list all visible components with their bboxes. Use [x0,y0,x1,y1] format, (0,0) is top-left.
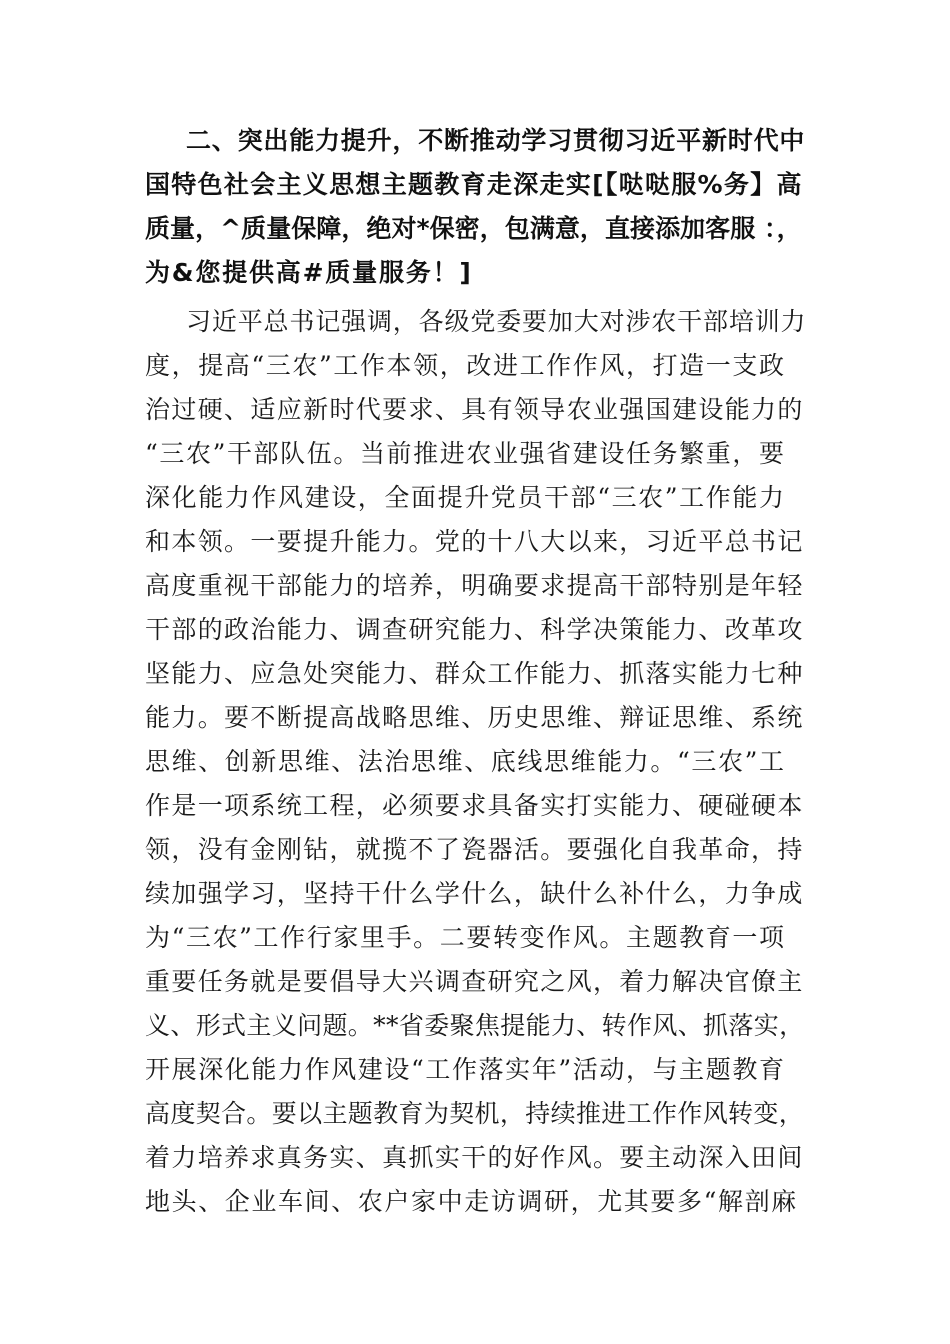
body-line-12: 作是一项系统工程，必须要求具备实打实能力、硬碰硬本 [145,791,804,820]
body-line-1: 习近平总书记强调，各级党委要加大对涉农干部培训力 [186,307,807,336]
body-line-14: 续加强学习，坚持干什么学什么，缺什么补什么，力争成 [145,879,804,908]
body-line-4: “三农”干部队伍。当前推进农业强省建设任务繁重，要 [145,439,786,468]
body-line-19: 高度契合。要以主题教育为契机，持续推进工作作风转变， [145,1099,805,1128]
body-line-15: 为“三农”工作行家里手。二要转变作风。主题教育一项 [145,923,786,952]
section-heading-line-1: 二、突出能力提升，不断推动学习贯彻习近平新时代中 [186,126,806,155]
body-line-6: 和本领。一要提升能力。党的十八大以来，习近平总书记 [145,527,804,556]
body-line-5: 深化能力作风建设，全面提升党员干部“三农”工作能力 [145,483,786,512]
body-line-7: 高度重视干部能力的培养，明确要求提高干部特别是年轻 [145,571,804,600]
section-heading-line-4: 为&您提供高#质量服务！] [145,258,473,287]
body-line-2: 度，提高“三农”工作本领，改进工作作风，打造一支政 [145,351,786,380]
body-line-20: 着力培养求真务实、真抓实干的好作风。要主动深入田间 [145,1143,804,1172]
body-line-16: 重要任务就是要倡导大兴调查研究之风，着力解决官僚主 [145,967,804,996]
body-line-10: 能力。要不断提高战略思维、历史思维、辩证思维、系统 [145,703,804,732]
body-line-8: 干部的政治能力、调查研究能力、科学决策能力、改革攻 [145,615,804,644]
body-line-11: 思维、创新思维、法治思维、底线思维能力。“三农”工 [145,747,786,776]
body-line-18: 开展深化能力作风建设“工作落实年”活动，与主题教育 [145,1055,786,1084]
body-line-3: 治过硬、适应新时代要求、具有领导农业强国建设能力的 [145,395,804,424]
section-heading-line-2: 国特色社会主义思想主题教育走深走实[【哒哒服%务】高 [145,170,803,199]
body-line-21: 地头、企业车间、农户家中走访调研，尤其要多“解剖麻 [145,1187,798,1216]
body-line-17: 义、形式主义问题。**省委聚焦提能力、转作风、抓落实， [145,1011,805,1040]
section-heading-line-3: 质量，^质量保障，绝对*保密，包满意，直接添加客服 ：， [145,214,802,243]
body-line-13: 领，没有金刚钻，就揽不了瓷器活。要强化自我革命，持 [145,835,804,864]
body-line-9: 坚能力、应急处突能力、群众工作能力、抓落实能力七种 [145,659,804,688]
